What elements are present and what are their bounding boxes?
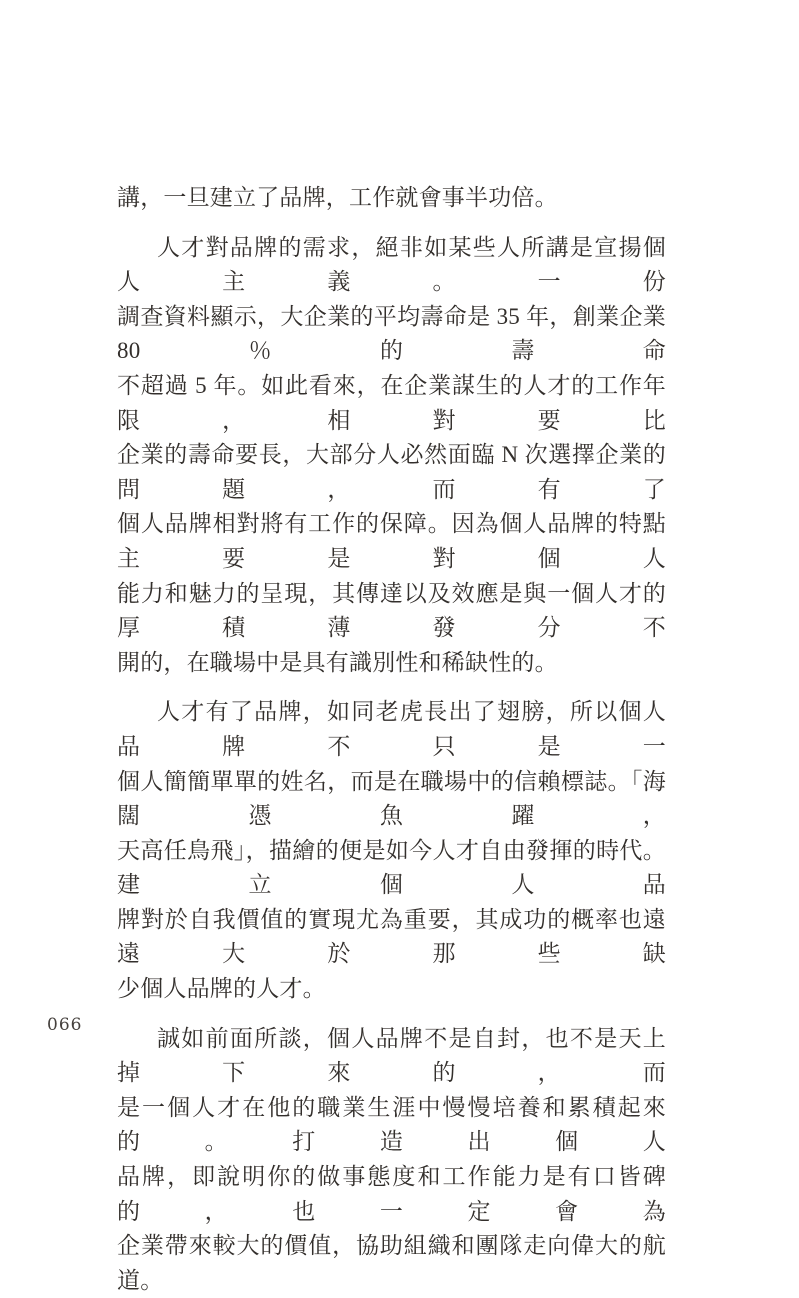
page-number: 066 (47, 1015, 83, 1035)
paragraph (117, 1022, 666, 1298)
text-line: 個人品牌相對將有工作的保障。因為個人品牌的特點主要是對個人 (117, 511, 666, 571)
paragraph (117, 231, 666, 681)
text-line: 少個人品牌的人才。 (117, 976, 326, 1002)
body-text (117, 181, 666, 1298)
text-line: 講，一旦建立了品牌，工作就會事半功倍。 (117, 185, 558, 210)
text-line: 天高任鳥飛」，描繪的便是如今人才自由發揮的時代。建立個人品 (117, 837, 666, 898)
text-line: 人才對品牌的需求，絕非如某些人所講是宣揚個人主義。一份 (117, 234, 666, 295)
paragraph (117, 695, 666, 1006)
text-line: 牌對於自我價值的實現尤為重要，其成功的概率也遠遠大於那些缺 (117, 906, 666, 967)
text-line: 能力和魅力的呈現，其傳達以及效應是與一個人才的厚積薄發分不 (117, 580, 666, 641)
text-line: 個人簡簡單單的姓名，而是在職場中的信賴標誌。「海闊憑魚躍， (117, 768, 666, 829)
text-line: 品牌，即說明你的做事態度和工作能力是有口皆碑的，也一定會為 (117, 1164, 666, 1224)
text-line: 不超過 5 年。如此看來，在企業謀生的人才的工作年限，相對要比 (117, 372, 666, 433)
text-line: 誠如前面所談，個人品牌不是自封，也不是天上掉下來的，而 (117, 1025, 666, 1086)
text-line: 是一個人才在他的職業生涯中慢慢培養和累積起來的。打造出個人 (117, 1094, 666, 1155)
text-line: 企業的壽命要長，大部分人必然面臨 N 次選擇企業的問題，而有了 (117, 442, 666, 502)
text-line: 開的，在職場中是具有識別性和稀缺性的。 (117, 649, 558, 675)
paragraph (117, 181, 666, 216)
text-line: 人才有了品牌，如同老虎長出了翅膀，所以個人品牌不只是一 (117, 699, 666, 759)
text-line: 企業帶來較大的價值，協助組織和團隊走向偉大的航道。 (117, 1233, 666, 1293)
text-line: 調查資料顯示，大企業的平均壽命是 35 年，創業企業 80％的壽命 (117, 303, 666, 364)
